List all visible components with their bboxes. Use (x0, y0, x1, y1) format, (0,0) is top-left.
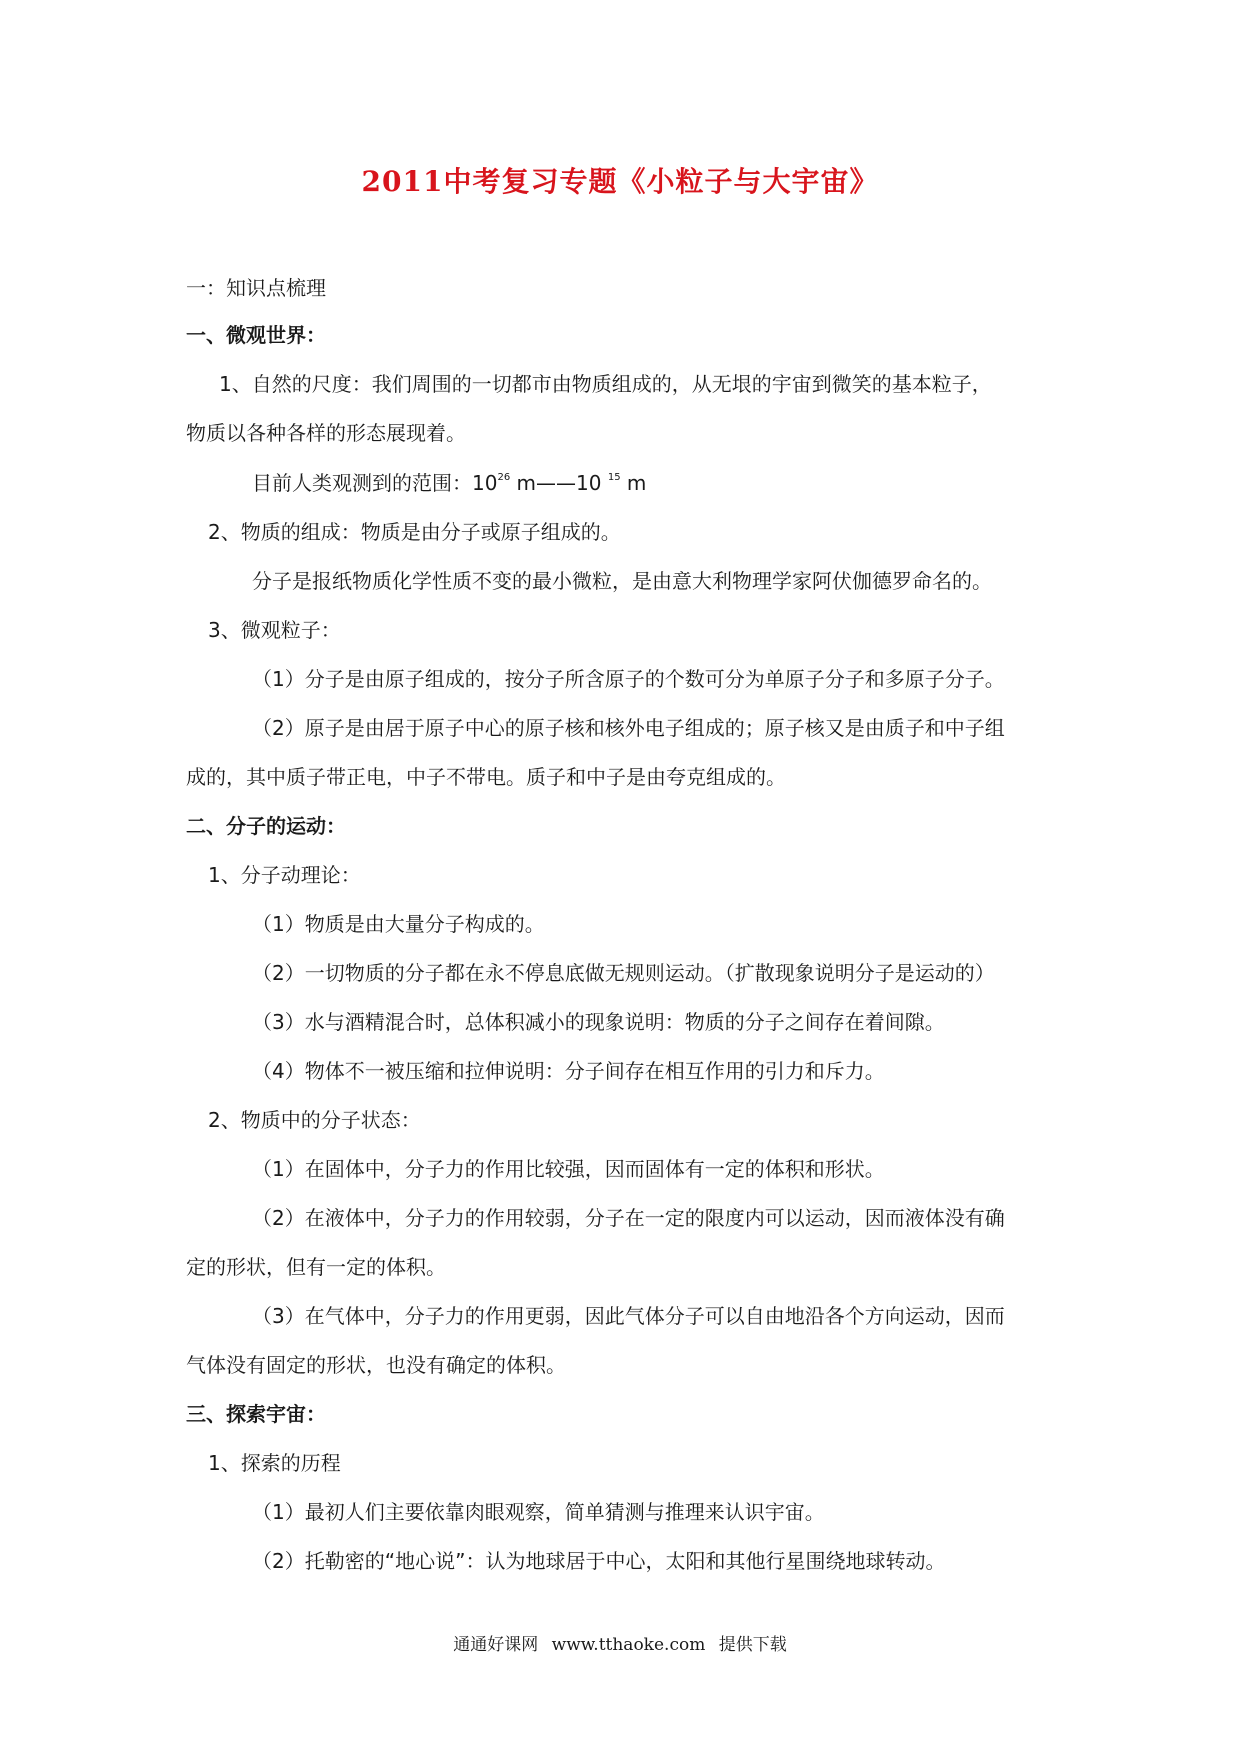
paragraph-line: （1）最初人们主要依靠肉眼观察，简单猜测与推理来认识宇宙。 (252, 1500, 825, 1524)
footer-suffix: 提供下载 (718, 1635, 787, 1655)
paragraph-line: （1）物质是由大量分子构成的。 (252, 912, 545, 936)
footer-site-name: 通通好课网 (453, 1635, 539, 1655)
paragraph-line: 1、探索的历程 (208, 1451, 341, 1475)
paragraph-line: 3、微观粒子： (208, 618, 341, 642)
footer-url[interactable]: www.tthaoke.com (551, 1635, 706, 1655)
page-footer (0, 1630, 1240, 1655)
paragraph-line: （1）分子是由原子组成的，按分子所含原子的个数可分为单原子分子和多原子分子。 (252, 667, 1005, 691)
paragraph-line: （3）在气体中，分子力的作用更弱，因此气体分子可以自由地沿各个方向运动，因而 (252, 1304, 1005, 1328)
paragraph-line-range (252, 470, 646, 501)
range-middle: m——10 (510, 471, 608, 495)
paragraph-line: （2）一切物质的分子都在永不停息底做无规则运动。（扩散现象说明分子是运动的） (252, 961, 995, 985)
paragraph-line: 2、物质中的分子状态： (208, 1108, 421, 1132)
paragraph-line: 1、分子动理论： (208, 863, 361, 887)
section-heading-microworld: 一、微观世界： (186, 323, 326, 347)
paragraph-line: （1）在固体中，分子力的作用比较强，因而固体有一定的体积和形状。 (252, 1157, 885, 1181)
section-heading-molecular-motion: 二、分子的运动： (186, 814, 346, 838)
exponent: 15 (607, 472, 621, 483)
paragraph-line: 定的形状，但有一定的体积。 (186, 1255, 446, 1279)
section-heading: 一：知识点梳理 (186, 276, 326, 300)
exponent: 26 (497, 472, 511, 483)
paragraph-line: 气体没有固定的形状，也没有确定的体积。 (186, 1353, 566, 1377)
paragraph-line: （3）水与酒精混合时，总体积减小的现象说明：物质的分子之间存在着间隙。 (252, 1010, 945, 1034)
paragraph-line: （4）物体不一被压缩和拉伸说明：分子间存在相互作用的引力和斥力。 (252, 1059, 885, 1083)
paragraph-line: 2、物质的组成：物质是由分子或原子组成的。 (208, 520, 621, 544)
paragraph-line: 分子是报纸物质化学性质不变的最小微粒，是由意大利物理学家阿伏伽德罗命名的。 (252, 569, 992, 593)
paragraph-line: 物质以各种各样的形态展现着。 (186, 421, 466, 445)
section-heading-explore-universe: 三、探索宇宙： (186, 1402, 326, 1426)
range-unit: m (620, 471, 647, 495)
paragraph-line: （2）原子是由居于原子中心的原子核和核外电子组成的；原子核又是由质子和中子组 (252, 716, 1005, 740)
paragraph-line: 成的，其中质子带正电，中子不带电。质子和中子是由夸克组成的。 (186, 765, 786, 789)
paragraph-line: 1、自然的尺度：我们周围的一切都市由物质组成的，从无垠的宇宙到微笑的基本粒子， (219, 372, 992, 396)
paragraph-line: （2）在液体中，分子力的作用较弱，分子在一定的限度内可以运动，因而液体没有确 (252, 1206, 1005, 1230)
paragraph-line: （2）托勒密的“地心说”：认为地球居于中心，太阳和其他行星围绕地球转动。 (252, 1549, 946, 1573)
range-label: 目前人类观测到的范围：10 (252, 471, 498, 495)
document-title: 2011中考复习专题《小粒子与大宇宙》 (361, 165, 879, 198)
